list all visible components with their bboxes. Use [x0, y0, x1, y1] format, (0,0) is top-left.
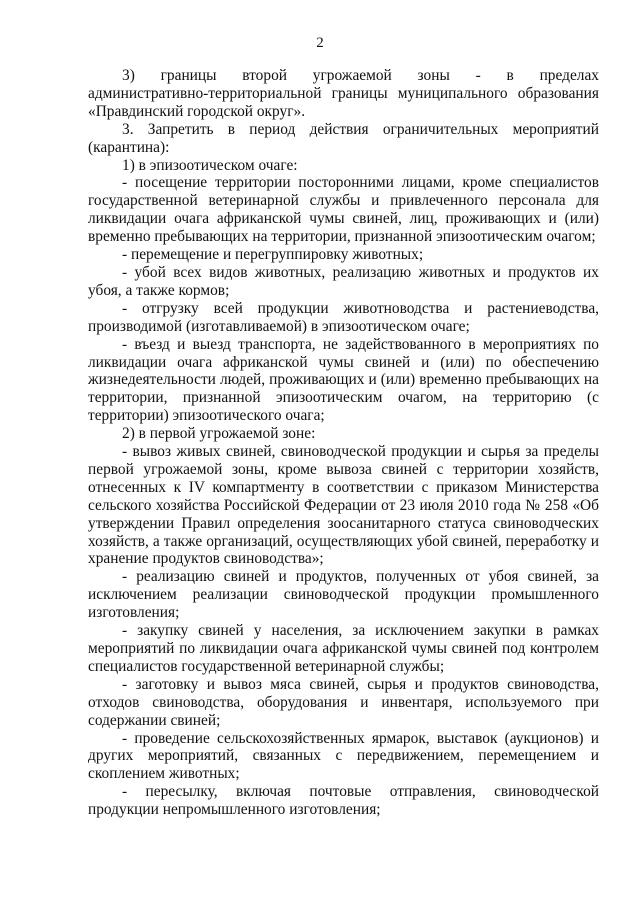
document-body: [88, 67, 599, 819]
paragraph: - убой всех видов животных, реализацию животных и продуктов их убоя, а также кормов;: [88, 263, 599, 299]
paragraph: 3) границы второй угрожаемой зоны - в пределах: [122, 67, 599, 84]
page-number: 2: [316, 35, 324, 51]
paragraph: административно-территориальной границы муниципального образования «Правдинский городской округ».: [88, 84, 599, 120]
paragraph: 1) в эпизоотическом очаге:: [122, 156, 298, 174]
paragraph: - посещение территории посторонними лицами, кроме специалистов государственной ветеринарной службы и привлеченного персонала для ликвидации очага африканской чумы свиней, лиц, проживающих и (или) временно пребывающих на территории, признанной эпизоотическим очагом;: [88, 174, 599, 246]
paragraph: - вывоз живых свиней, свиноводческой продукции и сырья за пределы первой угрожаемой зоны, кроме вывоза свиней с территории хозяйств, отнесенных к IV компартменту в соответствии с приказом Министерства сельского хозяйства Российской Федерации от 23 июля 2010 года № 258 «Об утверждении Правил определения зоосанитарного статуса свиноводческих хозяйств, а также организаций, осуществляющих убой свиней, переработку и хранение продуктов свиноводства»;: [88, 443, 599, 568]
paragraph: - въезд и выезд транспорта, не задействованного в мероприятиях по ликвидации очага африканской чумы свиней и (или) по обеспечению жизнедеятельности людей, проживающих и (или) временно пребывающих на территории, признанной эпизоотическим очагом, на территорию (с территории) эпизоотического очага;: [88, 335, 599, 425]
paragraph: - заготовку и вывоз мяса свиней, сырья и продуктов свиноводства, отходов свиноводства, оборудования и инвентаря, используемого при содержании свиней;: [88, 675, 599, 729]
paragraph: 2) в первой угрожаемой зоне:: [122, 425, 316, 443]
paragraph: - перемещение и перегруппировку животных;: [122, 246, 424, 264]
paragraph: 3. Запретить в период действия ограничительных мероприятий (карантина):: [88, 120, 599, 156]
paragraph: - реализацию свиней и продуктов, полученных от убоя свиней, за исключением реализации свиноводческой продукции промышленного изготовления;: [88, 568, 599, 622]
paragraph: - закупку свиней у населения, за исключением закупки в рамках мероприятий по ликвидации очага африканской чумы свиней под контролем специалистов государственной ветеринарной службы;: [88, 622, 599, 675]
paragraph: - проведение сельскохозяйственных ярмарок, выставок (аукционов) и других мероприятий, связанных с передвижением, перемещением и скоплением животных;: [88, 729, 599, 783]
paragraph: - пересылку, включая почтовые отправления, свиноводческой продукции непромышленного изготовления;: [88, 783, 599, 819]
paragraph: - отгрузку всей продукции животноводства и растениеводства, производимой (изготавливаемой) в эпизоотическом очаге;: [88, 299, 599, 335]
